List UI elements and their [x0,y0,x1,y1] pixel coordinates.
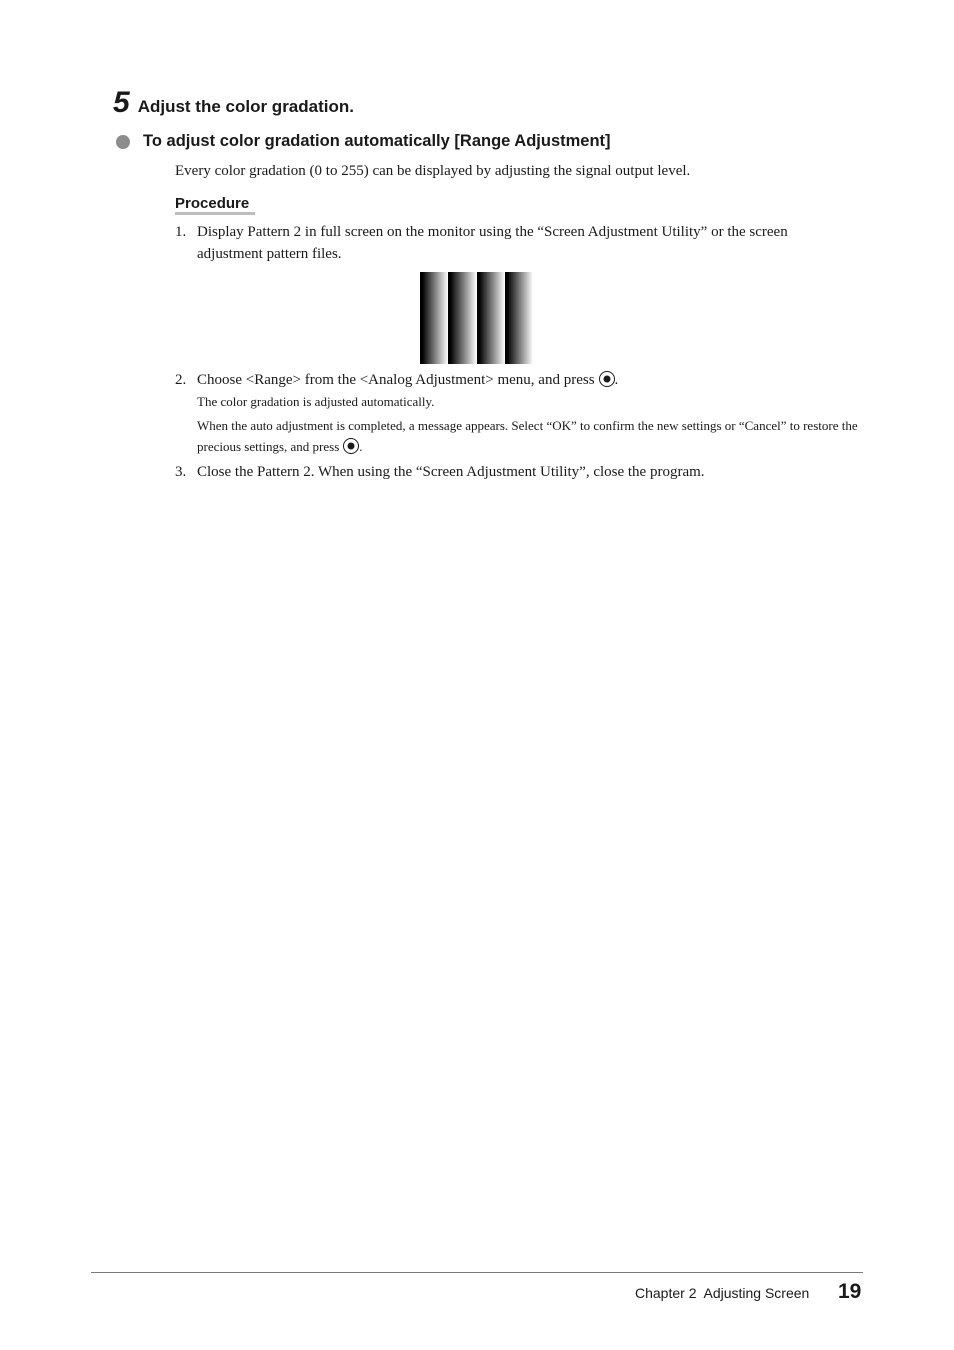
procedure-heading: Procedure [175,195,250,212]
intro-text: Every color gradation (0 to 255) can be displayed by adjusting the signal output level. [175,163,691,179]
gradation-pattern-2 [420,272,533,364]
item-text: Choose <Range> from the <Analog Adjustment> menu, and press [197,372,595,388]
section-heading [116,132,611,151]
item-number: 3. [175,464,187,480]
note-suffix: . [359,439,363,454]
note-text: When the auto adjustment is completed, a message appears. Select “OK” to confirm the new settings or “Cancel” to restore the precious settings, and press [197,418,858,454]
procedure-underline [175,212,255,215]
page-number: 19 [838,1280,862,1303]
item-text: Close the Pattern 2. When using the “Screen Adjustment Utility”, close the program. [197,464,705,480]
footer-divider [91,1272,863,1273]
gradation-stripe [448,272,476,364]
enter-button-icon [343,438,359,454]
enter-button-icon [599,371,615,387]
procedure-note-1: The color gradation is adjusted automatically. [197,394,435,409]
item-suffix: . [614,372,619,388]
step-heading [113,88,354,118]
gradation-stripe [420,272,448,364]
item-number: 2. [175,372,187,388]
item-text-wrap [197,369,847,391]
gradation-stripe [477,272,505,364]
procedure-note-2 [197,415,867,457]
footer-chapter: Chapter 2 Adjusting Screen [635,1285,810,1301]
gray-circle-bullet-icon [116,135,130,149]
item-number: 1. [175,224,187,240]
section-title: To adjust color gradation automatically [Range Adjustment] [143,132,611,150]
step-title: Adjust the color gradation. [137,97,354,116]
step-number: 5 [113,86,130,119]
gradation-stripe [505,272,533,364]
item-text: Display Pattern 2 in full screen on the monitor using the “Screen Adjustment Utility” or the screen adjustment pattern files. [197,224,788,262]
